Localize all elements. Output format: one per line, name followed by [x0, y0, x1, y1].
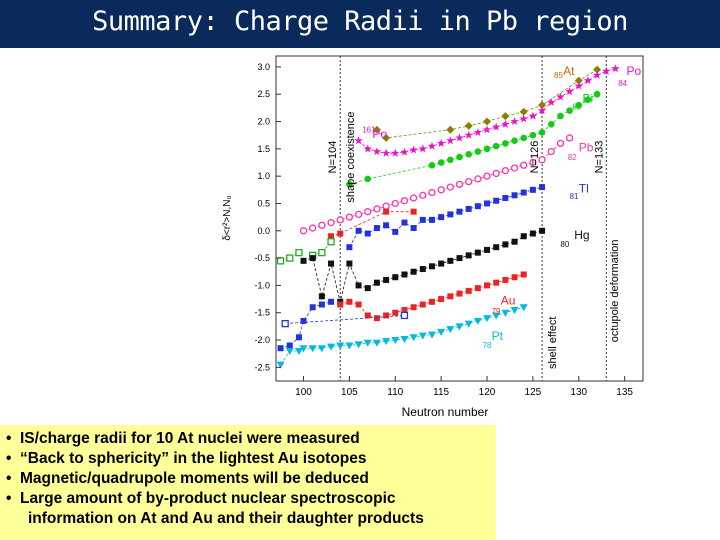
data-point: [296, 250, 302, 256]
data-point: [521, 233, 527, 239]
series-label: 81: [569, 192, 579, 202]
data-point: [356, 211, 362, 217]
series-label: Pt: [491, 329, 503, 344]
data-point: [337, 217, 343, 223]
x-tick-label: 100: [295, 387, 312, 398]
series-label: Po: [626, 64, 642, 79]
data-point: [310, 225, 316, 231]
data-point: [319, 250, 325, 256]
data-point: [530, 132, 537, 139]
series-label: Pb: [578, 140, 594, 155]
data-point: [356, 282, 362, 288]
data-point: [401, 312, 407, 318]
y-tick-label: 3.0: [257, 61, 270, 72]
bullet-item: [6, 469, 496, 489]
data-point: [365, 285, 371, 291]
data-point: [447, 184, 453, 190]
data-point: [447, 258, 453, 264]
series-label: Po: [372, 126, 388, 141]
data-point: [521, 190, 527, 196]
data-point: [301, 228, 307, 234]
y-tick-label: 1.5: [257, 143, 270, 154]
data-point: [346, 261, 352, 267]
data-point: [502, 195, 508, 201]
data-point: [411, 195, 417, 201]
data-point: [429, 299, 435, 305]
data-point: [392, 229, 398, 235]
slide-title: Summary: Charge Radii in Pb region: [92, 6, 628, 37]
data-point: [429, 217, 435, 223]
data-point: [310, 304, 316, 310]
data-point: [457, 209, 463, 215]
series-label: 85: [554, 70, 563, 80]
data-point: [520, 135, 527, 142]
data-point: [287, 342, 293, 348]
data-point: [365, 209, 371, 215]
data-point: [401, 271, 407, 277]
data-point: [493, 244, 499, 250]
data-point: [530, 187, 536, 193]
data-point: [511, 137, 518, 144]
data-point: [512, 274, 518, 280]
data-point: [484, 173, 490, 179]
data-point: [356, 302, 362, 308]
series-label: 84: [618, 79, 628, 89]
y-tick-label: 2.5: [257, 89, 270, 100]
bullet-marker: •: [6, 450, 12, 467]
data-point: [594, 91, 601, 98]
data-point: [465, 151, 472, 158]
data-point: [557, 140, 563, 146]
data-point: [521, 271, 527, 277]
series-label: 161: [362, 125, 376, 135]
series-label: Bi: [582, 91, 594, 106]
region-annotation: octupole deformation: [609, 239, 622, 343]
data-point: [548, 149, 554, 155]
data-point: [420, 266, 426, 272]
data-point: [278, 258, 284, 264]
x-tick-label: 135: [616, 387, 633, 398]
data-point: [429, 190, 435, 196]
data-point: [420, 217, 426, 223]
data-point: [456, 154, 463, 161]
data-point: [287, 255, 293, 261]
data-point: [457, 255, 463, 261]
summary-bullets: [0, 425, 496, 540]
data-point: [346, 214, 352, 220]
data-point: [475, 285, 481, 291]
data-point: [365, 312, 371, 318]
bullet-item: [6, 489, 496, 529]
x-axis-label: Neutron number: [401, 405, 489, 419]
data-point: [429, 162, 436, 169]
data-point: [383, 312, 389, 318]
data-point: [493, 170, 499, 176]
data-point: [383, 222, 389, 228]
data-point: [548, 121, 555, 128]
region-annotation: shell effect: [546, 316, 559, 369]
data-point: [374, 315, 380, 321]
data-point: [401, 220, 407, 226]
data-point: [567, 135, 573, 141]
data-point: [438, 187, 444, 193]
x-tick-label: 130: [570, 387, 588, 398]
y-tick-label: -2.5: [254, 362, 270, 373]
series-label: 78: [482, 341, 492, 351]
data-point: [484, 247, 490, 253]
series-label: Tl: [578, 181, 589, 196]
bullet-text: Magnetic/quadrupole moments will be deduced: [20, 470, 369, 487]
data-point: [493, 143, 500, 150]
data-point: [337, 302, 343, 308]
series-label: 79: [491, 306, 501, 316]
data-point: [466, 179, 472, 185]
y-tick-label: -1.0: [254, 280, 270, 291]
data-point: [346, 244, 352, 250]
data-point: [383, 277, 389, 283]
x-tick-label: 105: [341, 387, 358, 398]
data-point: [328, 299, 334, 305]
data-point: [493, 280, 499, 286]
series-label: Hg: [574, 227, 590, 242]
data-point: [374, 225, 380, 231]
data-point: [438, 261, 444, 267]
data-point: [301, 258, 307, 264]
data-point: [319, 302, 325, 308]
data-point: [438, 214, 444, 220]
data-point: [328, 220, 334, 226]
data-point: [282, 321, 288, 327]
data-point: [466, 288, 472, 294]
x-tick-label: 120: [478, 387, 496, 398]
data-point: [447, 293, 453, 299]
data-point: [346, 299, 352, 305]
data-point: [457, 291, 463, 297]
data-point: [466, 206, 472, 212]
data-point: [512, 165, 518, 171]
data-point: [521, 162, 527, 168]
data-point: [328, 261, 334, 267]
charge-radii-chart: [210, 52, 670, 422]
bullet-text: “Back to sphericity” in the lightest Au isotopes: [20, 450, 367, 467]
data-point: [411, 269, 417, 275]
data-point: [278, 345, 284, 351]
data-point: [301, 318, 307, 324]
data-point: [447, 156, 454, 163]
bullet-item: [6, 429, 496, 449]
vline-label: N=126: [529, 140, 542, 174]
data-point: [475, 203, 481, 209]
data-point: [447, 211, 453, 217]
data-point: [365, 231, 371, 237]
data-point: [438, 159, 445, 166]
series-label: At: [563, 64, 575, 79]
data-point: [411, 304, 417, 310]
data-point: [319, 293, 325, 299]
data-point: [512, 239, 518, 245]
data-point: [383, 209, 389, 215]
bullet-marker: •: [6, 470, 12, 487]
data-point: [429, 263, 435, 269]
y-tick-label: 0.0: [257, 225, 270, 236]
data-point: [557, 113, 564, 120]
bullet-marker: •: [6, 490, 12, 507]
data-point: [539, 228, 545, 234]
data-point: [484, 200, 490, 206]
region-annotation: shape coexistence: [344, 111, 357, 203]
data-point: [310, 255, 316, 261]
vline-label: N=104: [327, 140, 340, 174]
data-point: [337, 231, 343, 237]
data-point: [319, 222, 325, 228]
y-tick-label: 1.0: [257, 171, 270, 182]
data-point: [356, 228, 362, 234]
data-point: [475, 176, 481, 182]
data-point: [392, 310, 398, 316]
data-point: [539, 129, 546, 136]
y-tick-label: 2.0: [257, 116, 270, 127]
data-point: [484, 146, 491, 153]
data-point: [374, 206, 380, 212]
x-tick-label: 125: [524, 387, 542, 398]
data-point: [466, 252, 472, 258]
y-tick-label: -0.5: [254, 253, 270, 264]
series-label: 82: [567, 152, 577, 162]
data-point: [484, 282, 490, 288]
data-point: [512, 192, 518, 198]
data-point: [530, 231, 536, 237]
data-point: [475, 148, 482, 155]
data-point: [328, 239, 334, 245]
series-label: Au: [500, 293, 516, 308]
data-point: [392, 274, 398, 280]
data-point: [475, 250, 481, 256]
data-point: [502, 168, 508, 174]
data-point: [502, 277, 508, 283]
data-point: [401, 198, 407, 204]
data-point: [502, 241, 508, 247]
y-tick-label: 0.5: [257, 198, 270, 209]
data-point: [502, 140, 509, 147]
y-tick-label: -2.0: [254, 335, 270, 346]
data-point: [411, 225, 417, 231]
data-point: [383, 203, 389, 209]
bullet-text: IS/charge radii for 10 At nuclei were measured: [20, 430, 360, 447]
data-point: [420, 302, 426, 308]
vline-label: N=133: [593, 140, 606, 174]
bullet-text: Large amount of by-product nuclear spectroscopic: [20, 490, 396, 507]
y-tick-label: -1.5: [254, 307, 270, 318]
x-tick-label: 110: [387, 387, 404, 398]
data-point: [392, 200, 398, 206]
data-point: [493, 198, 499, 204]
series-label: 80: [560, 240, 570, 250]
data-point: [374, 280, 380, 286]
data-point: [420, 192, 426, 198]
data-point: [539, 184, 545, 190]
x-tick-label: 115: [433, 387, 450, 398]
bullet-marker: •: [6, 430, 12, 447]
bullet-continuation: information on At and Au and their daughter products: [28, 510, 424, 527]
data-point: [438, 296, 444, 302]
bullet-item: [6, 449, 496, 469]
data-point: [457, 181, 463, 187]
data-point: [364, 176, 371, 183]
y-axis-label: δ<r²>N,N₀: [222, 195, 233, 241]
data-point: [411, 209, 417, 215]
series-label: 83: [572, 102, 582, 112]
data-point: [296, 334, 302, 340]
